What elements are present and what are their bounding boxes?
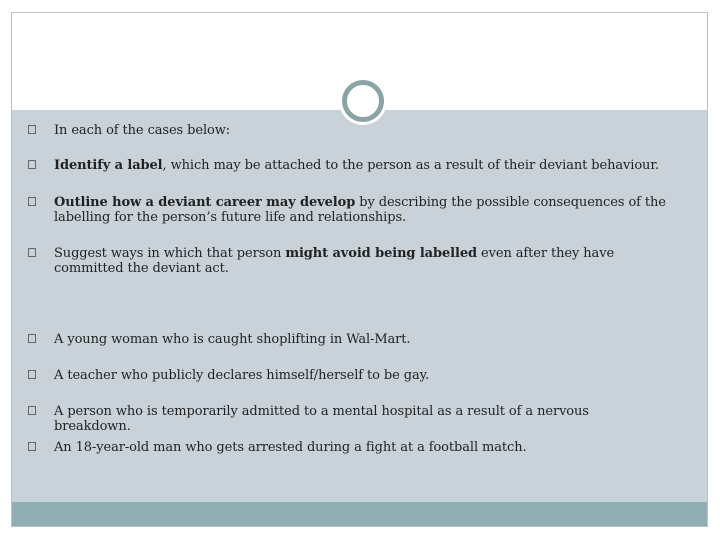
- case-item: [28, 368, 668, 383]
- footer-bar: [12, 502, 707, 526]
- circle-ornament-icon: [342, 80, 384, 122]
- task-bold: might avoid being labelled: [285, 246, 478, 261]
- checkbox-bullet-icon: [28, 125, 36, 134]
- case-item: [28, 404, 668, 434]
- checkbox-bullet-icon: [28, 370, 36, 379]
- checkbox-bullet-icon: [28, 406, 36, 415]
- case-text: A young woman who is caught shoplifting in Wal-Mart.: [54, 332, 411, 347]
- task-text: even after they have committed the deviant act.: [54, 246, 615, 276]
- case-text: An 18-year-old man who gets arrested during a fight at a football match.: [54, 440, 527, 455]
- task-text-pre: Suggest ways in which that person: [54, 246, 286, 261]
- task-bold: Identify a label: [54, 158, 163, 173]
- checkbox-bullet-icon: [28, 248, 36, 257]
- checkbox-bullet-icon: [28, 442, 36, 451]
- case-item: [28, 332, 668, 347]
- intro-text: In each of the cases below:: [54, 123, 231, 138]
- checkbox-bullet-icon: [28, 334, 36, 343]
- task-text: , which may be attached to the person as a result of their deviant behaviour.: [162, 158, 660, 173]
- bullet-task-identify: [28, 158, 668, 173]
- checkbox-bullet-icon: [28, 197, 36, 206]
- case-text: A person who is temporarily admitted to a mental hospital as a result of a nervous breakdown.: [54, 404, 589, 434]
- bullet-intro: [28, 123, 668, 138]
- bullet-task-outline: [28, 195, 668, 225]
- checkbox-bullet-icon: [28, 160, 36, 169]
- bullet-task-suggest: [28, 246, 668, 276]
- case-text: A teacher who publicly declares himself/herself to be gay.: [54, 368, 430, 383]
- task-text: by describing the possible consequences of the labelling for the person’s future life and relationships.: [54, 195, 666, 225]
- task-bold: Outline how a deviant career may develop: [54, 195, 356, 210]
- case-item: [28, 440, 668, 455]
